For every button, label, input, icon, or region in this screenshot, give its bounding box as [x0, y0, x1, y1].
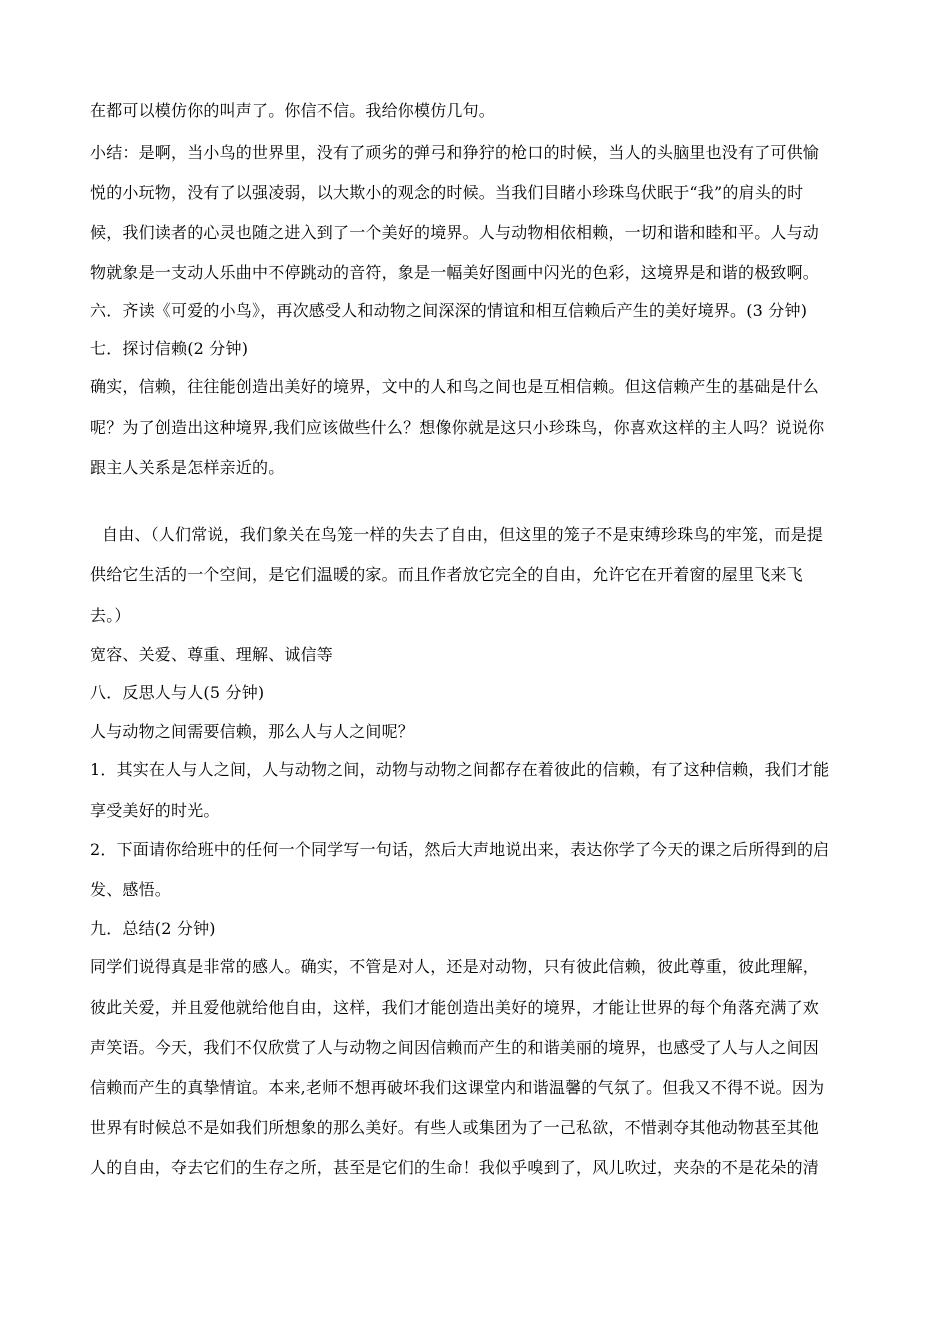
section-heading: 八．反思人与人(5 分钟)	[90, 683, 265, 702]
text-line: 享受美好的时光。	[90, 801, 220, 820]
section-heading: 六．齐读《可爱的小鸟》，再次感受人和动物之间深深的情谊和相互信赖后产生的美好境界。(3 分钟)	[90, 301, 808, 320]
text-line: 彼此关爱，并且爱他就给他自由，这样，我们才能创造出美好的境界，才能让世界的每个角落充满了欢	[90, 998, 820, 1017]
section-heading: 七．探讨信赖(2 分钟)	[90, 339, 249, 358]
text-line: 同学们说得真是非常的感人。确实，不管是对人，还是对动物，只有彼此信赖，彼此尊重，彼此理解，	[90, 957, 820, 976]
text-line: 信赖而产生的真挚情谊。本来,老师不想再破坏我们这课堂内和谐温馨的气氛了。但我又不得不说。因为	[90, 1078, 825, 1097]
text-line: 候，我们读者的心灵也随之进入到了一个美好的境界。人与动物相依相赖，一切和谐和睦和平。人与动	[90, 223, 820, 242]
text-line: 确实，信赖，往往能创造出美好的境界，文中的人和鸟之间也是互相信赖。但这信赖产生的基础是什么	[90, 377, 820, 396]
list-item: 1．其实在人与人之间，人与动物之间，动物与动物之间都存在着彼此的信赖，有了这种信赖，我们才能	[90, 760, 830, 779]
text-line: 人与动物之间需要信赖，那么人与人之间呢？	[90, 722, 415, 741]
text-line: 呢？为了创造出这种境界,我们应该做些什么？想像你就是这只小珍珠鸟，你喜欢这样的主人吗？说说你	[90, 418, 825, 437]
text-line: 跟主人关系是怎样亲近的。	[90, 458, 285, 477]
text-line: 宽容、关爱、尊重、理解、诚信等	[90, 645, 334, 664]
text-line: 小结：是啊，当小鸟的世界里，没有了顽劣的弹弓和狰狞的枪口的时候，当人的头脑里也没有了可供愉	[90, 143, 820, 162]
text-line: 世界有时候总不是如我们所想象的那么美好。有些人或集团为了一己私欲，不惜剥夺其他动物甚至其他	[90, 1118, 820, 1137]
text-line: 在都可以模仿你的叫声了。你信不信。我给你模仿几句。	[90, 101, 496, 120]
list-item: 2．下面请你给班中的任何一个同学写一句话，然后大声地说出来，表达你学了今天的课之后所得到的启	[90, 840, 830, 859]
text-line: 悦的小玩物，没有了以强凌弱，以大欺小的观念的时候。当我们目睹小珍珠鸟伏眠于“我”的肩头的时	[90, 183, 804, 202]
section-heading: 九．总结(2 分钟)	[90, 919, 216, 938]
text-line: 声笑语。今天，我们不仅欣赏了人与动物之间因信赖而产生的和谐美丽的境界，也感受了人与人之间因	[90, 1038, 820, 1057]
text-line: 供给它生活的一个空间，是它们温暖的家。而且作者放它完全的自由，允许它在开着窗的屋里飞来飞	[90, 565, 803, 584]
text-line: 去。）	[90, 606, 131, 625]
text-line: 发、感悟。	[90, 880, 172, 899]
text-line: 人的自由，夺去它们的生存之所，甚至是它们的生命！我似乎嗅到了，风儿吹过，夹杂的不是花朵的清	[90, 1158, 820, 1177]
text-line: 自由、（人们常说，我们象关在鸟笼一样的失去了自由，但这里的笼子不是束缚珍珠鸟的牢笼，而是提	[102, 525, 824, 544]
text-line: 物就象是一支动人乐曲中不停跳动的音符，象是一幅美好图画中闪光的色彩，这境界是和谐的极致啊。	[90, 263, 820, 282]
